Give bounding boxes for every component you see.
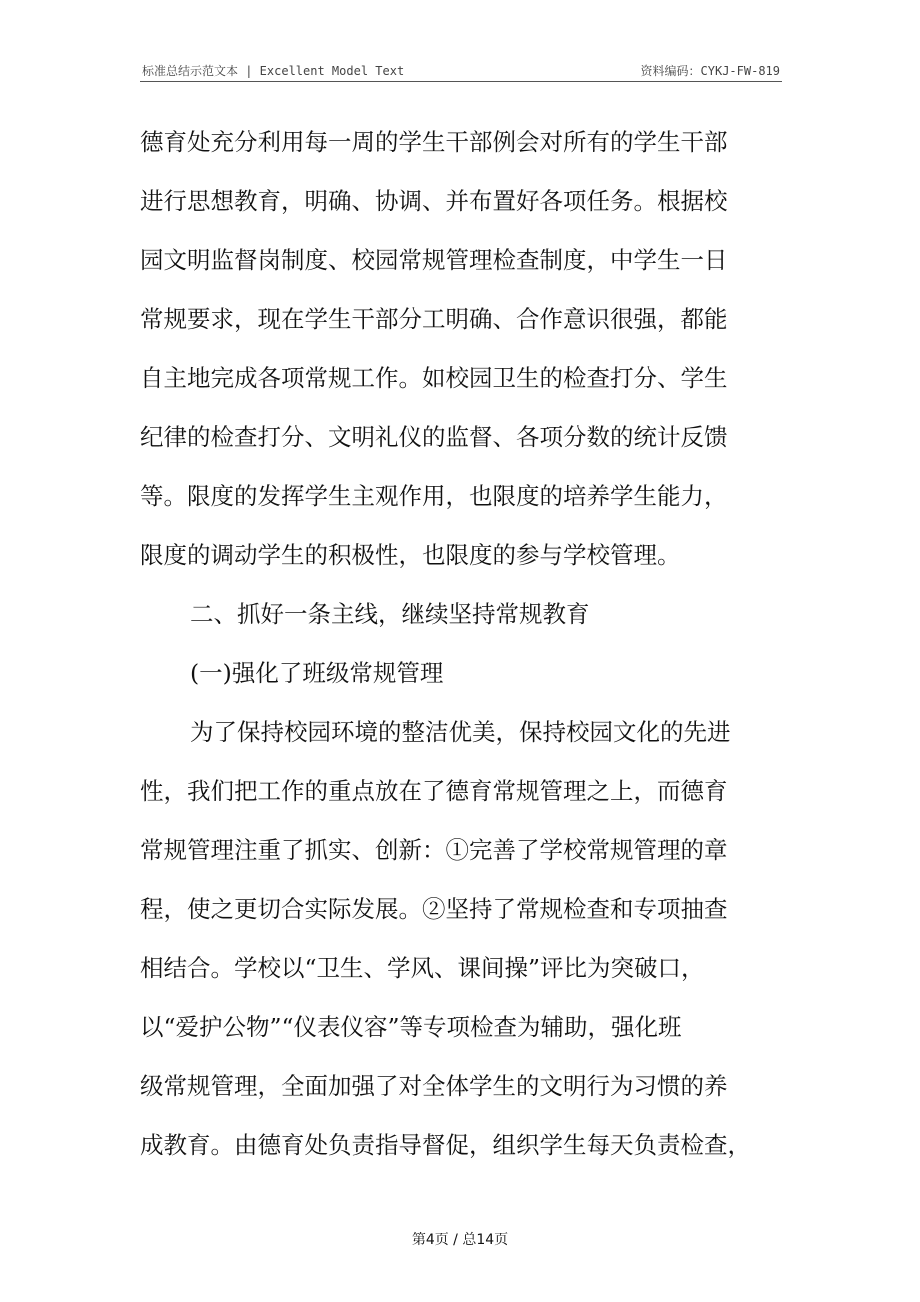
body-line: 园文明监督岗制度、校园常规管理检查制度，中学生一日 <box>140 246 728 274</box>
body-line: 级常规管理，全面加强了对全体学生的文明行为习惯的养 <box>140 1072 728 1100</box>
subsection-heading: (一)强化了班级常规管理 <box>190 659 444 687</box>
body-line: 以“爱护公物”“仪表仪容”等专项检查为辅助，强化班 <box>140 1013 682 1041</box>
body-line: 纪律的检查打分、文明礼仪的监督、各项分数的统计反馈 <box>140 423 728 451</box>
body-line: 程，使之更切合实际发展。②坚持了常规检查和专项抽查 <box>140 895 728 923</box>
body-line: 德育处充分利用每一周的学生干部例会对所有的学生干部 <box>140 128 728 156</box>
header-divider <box>140 81 782 82</box>
body-line: 限度的调动学生的积极性，也限度的参与学校管理。 <box>140 541 681 569</box>
body-line: 相结合。学校以“卫生、学风、课间操”评比为突破口， <box>140 954 705 982</box>
body-line: 性，我们把工作的重点放在了德育常规管理之上，而德育 <box>140 777 728 805</box>
body-line: 进行思想教育，明确、协调、并布置好各项任务。根据校 <box>140 187 728 215</box>
body-line: 等。限度的发挥学生主观作用，也限度的培养学生能力， <box>140 482 728 510</box>
body-line: 成教育。由德育处负责指导督促，组织学生每天负责检查， <box>140 1131 751 1159</box>
page-header <box>140 60 782 82</box>
page-number: 第4页 / 总14页 <box>411 1232 509 1248</box>
section-heading: 二、抓好一条主线，继续坚持常规教育 <box>190 600 590 628</box>
body-line: 常规管理注重了抓实、创新：①完善了学校常规管理的章 <box>140 836 728 864</box>
body-line: 常规要求，现在学生干部分工明确、合作意识很强，都能 <box>140 305 728 333</box>
header-document-code: 资料编码：CYKJ-FW-819 <box>640 64 780 78</box>
body-line: 自主地完成各项常规工作。如校园卫生的检查打分、学生 <box>140 364 728 392</box>
body-line: 为了保持校园环境的整洁优美，保持校园文化的先进 <box>190 718 731 746</box>
header-title: 标准总结示范文本 | Excellent Model Text <box>142 64 405 78</box>
